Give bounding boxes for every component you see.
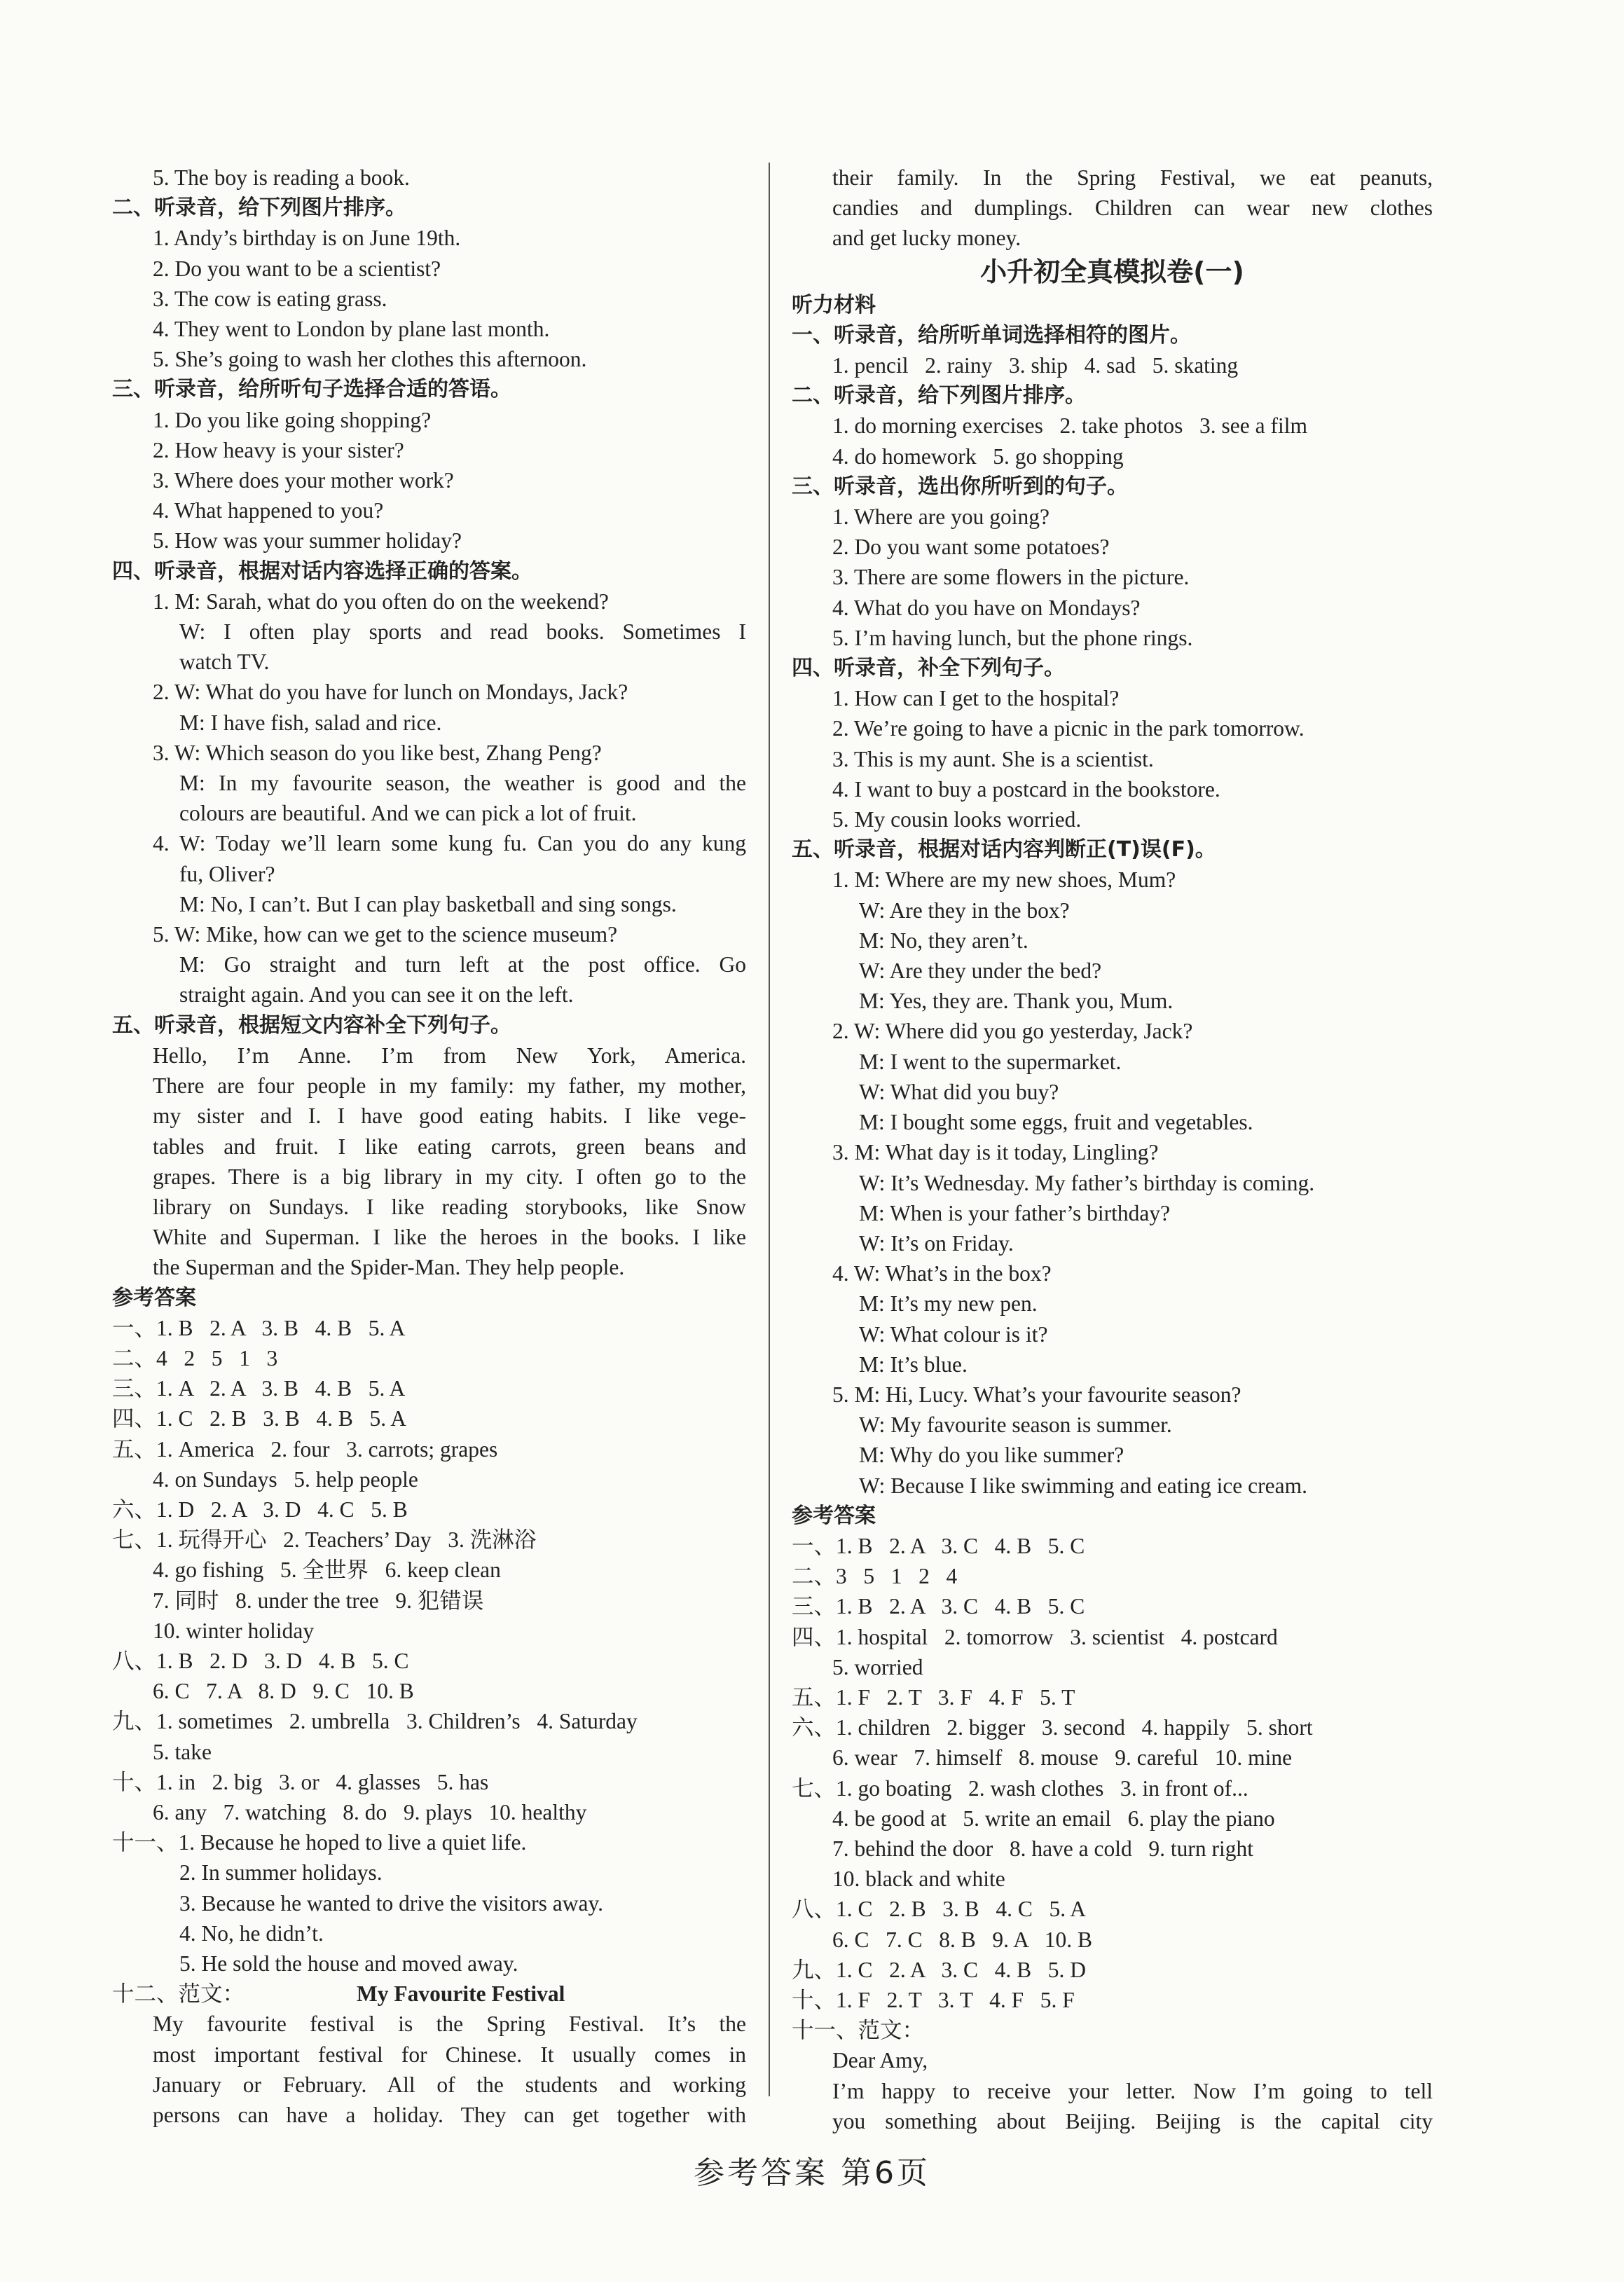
text-line: [112, 1403, 746, 1434]
text-line: [112, 465, 746, 495]
text-line: [112, 1706, 746, 1736]
line-text: M: It’s my new pen.: [859, 1291, 1038, 1317]
line-text: fu, Oliver?: [179, 861, 275, 886]
text-line: [112, 314, 746, 344]
text-line: [792, 1803, 1433, 1834]
line-text: W: It’s Wednesday. My father’s birthday is coming.: [859, 1170, 1315, 1195]
line-text: 三、1. B 2. A 3. C 4. B 5. C: [792, 1594, 1085, 1619]
section-heading: [112, 556, 746, 586]
line-text: 二、3 5 1 2 4: [792, 1564, 958, 1589]
line-text: M: I have fish, salad and rice.: [179, 710, 442, 735]
text-line: [112, 1101, 746, 1131]
line-text: 十、1. in 2. big 3. or 4. glasses 5. has: [112, 1769, 489, 1794]
text-line: [112, 254, 746, 284]
line-text: 4. I want to buy a postcard in the bookstore.: [832, 776, 1220, 802]
line-text: W: Are they under the bed?: [859, 958, 1102, 984]
text-line: [112, 163, 746, 193]
text-line: [792, 1349, 1433, 1380]
line-text: their family. In the Spring Festival, we eat peanuts,: [832, 165, 1433, 190]
line-text: 5. W: Mike, how can we get to the science museum?: [153, 922, 618, 947]
page-footer: 参考答案 第6页: [694, 2155, 930, 2191]
text-line: [112, 1252, 746, 1282]
line-text: White and Superman. I like the heroes in the books. I like: [153, 1225, 746, 1250]
line-text: tables and fruit. I like eating carrots, green beans and: [153, 1134, 746, 1159]
text-line: [112, 1737, 746, 1767]
text-line: [112, 1767, 746, 1797]
line-text: 5. I’m having lunch, but the phone rings.: [832, 625, 1193, 650]
line-text: 二、听录音，给下列图片排序。: [792, 383, 1086, 408]
line-text: 7. behind the door 8. have a cold 9. turn right: [832, 1836, 1253, 1861]
text-line: [112, 677, 746, 707]
text-line: [792, 1107, 1433, 1137]
text-line: [112, 2070, 746, 2100]
line-text: 二、听录音，给下列图片排序。: [112, 195, 406, 221]
line-text: 2. Do you want some potatoes?: [832, 535, 1110, 560]
line-text: 1. pencil 2. rainy 3. ship 4. sad 5. skating: [832, 353, 1239, 378]
line-text: 5. take: [153, 1739, 212, 1764]
text-line: [792, 193, 1433, 223]
line-text: 2. We’re going to have a picnic in the park tomorrow.: [832, 716, 1305, 741]
column-divider: [769, 163, 770, 2096]
line-text: M: When is your father’s birthday?: [859, 1200, 1171, 1225]
line-text: my sister and I. I have good eating habits. I like vege-: [153, 1104, 746, 1129]
right-column: [792, 163, 1433, 2136]
line-text: grapes. There is a big library in my city. I often go to the: [153, 1164, 746, 1189]
line-text: 5. How was your summer holiday?: [153, 528, 462, 554]
essay-title: My Favourite Festival: [357, 1981, 565, 2007]
text-line: [112, 525, 746, 556]
text-line: [792, 1743, 1433, 1773]
line-text: 3. Because he wanted to drive the visitors away.: [179, 1890, 604, 1916]
line-text: persons can have a holiday. They can get together with: [153, 2103, 746, 2127]
line-text: 4. go fishing 5. 全世界 6. keep clean: [153, 1558, 501, 1583]
text-line: [112, 1132, 746, 1162]
line-text: 2. W: Where did you go yesterday, Jack?: [832, 1019, 1193, 1044]
text-line: [112, 2100, 746, 2130]
text-line: [792, 532, 1433, 562]
line-text: M: It’s blue.: [859, 1352, 968, 1377]
text-line: [112, 1434, 746, 1464]
line-text: 小升初全真模拟卷(一): [980, 256, 1244, 287]
line-text: 四、听录音，补全下列句子。: [792, 656, 1065, 681]
line-text: 3. M: What day is it today, Lingling?: [832, 1140, 1159, 1165]
line-text: and get lucky money.: [832, 226, 1021, 251]
line-text: watch TV.: [179, 649, 270, 675]
text-line: [112, 859, 746, 889]
line-text: 3. The cow is eating grass.: [153, 286, 387, 311]
line-text: I’m happy to receive your letter. Now I’m going to tell: [832, 2078, 1433, 2103]
line-text: M: Why do you like summer?: [859, 1443, 1124, 1468]
line-text: 5. She’s going to wash her clothes this afternoon.: [153, 347, 587, 372]
section-heading: [112, 1010, 746, 1040]
text-line: [112, 617, 746, 647]
text-line: [792, 1137, 1433, 1167]
line-text: 五、1. America 2. four 3. carrots; grapes: [112, 1436, 498, 1462]
text-line: [112, 1888, 746, 1918]
text-line: [112, 1373, 746, 1403]
line-text: 5. He sold the house and moved away.: [179, 1951, 518, 1976]
text-line: [112, 1646, 746, 1676]
text-line: [112, 2009, 746, 2039]
line-text: colours are beautiful. And we can pick a lot of fruit.: [179, 801, 637, 826]
text-line: [112, 708, 746, 738]
line-text: 七、1. go boating 2. wash clothes 3. in front of...: [792, 1775, 1248, 1801]
text-line: [792, 1682, 1433, 1712]
line-text: 3. This is my aunt. She is a scientist.: [832, 746, 1154, 771]
text-line: [792, 744, 1433, 774]
text-line: [792, 1319, 1433, 1349]
line-text: W: Because I like swimming and eating ice cream.: [859, 1473, 1307, 1498]
line-text: 八、1. B 2. D 3. D 4. B 5. C: [112, 1648, 409, 1673]
text-line: [792, 1834, 1433, 1864]
text-line: [792, 1440, 1433, 1470]
line-text: W: What colour is it?: [859, 1321, 1048, 1347]
line-text: 4. W: What’s in the box?: [832, 1261, 1052, 1286]
section-heading: [792, 834, 1433, 865]
text-line: [792, 1410, 1433, 1440]
line-text: January or February. All of the students and working: [153, 2072, 746, 2097]
text-line: [112, 949, 746, 980]
line-text: 四、1. hospital 2. tomorrow 3. scientist 4. postcard: [792, 1624, 1278, 1649]
line-text: the Superman and the Spider-Man. They help people.: [153, 1255, 625, 1280]
text-line: [112, 1676, 746, 1706]
text-line: [792, 441, 1433, 472]
text-line: [792, 713, 1433, 743]
text-line: [112, 1343, 746, 1373]
text-line: [792, 804, 1433, 834]
text-line: [112, 1555, 746, 1585]
line-text: 2. How heavy is your sister?: [153, 437, 404, 462]
line-text: 10. black and white: [832, 1867, 1005, 1892]
text-line: [792, 623, 1433, 653]
line-text: 5. The boy is reading a book.: [153, 165, 410, 190]
line-text: There are four people in my family: my father, my mother,: [153, 1073, 746, 1099]
line-text: straight again. And you can see it on the left.: [179, 982, 574, 1008]
section-heading: [792, 290, 1433, 320]
section-heading: [792, 472, 1433, 502]
text-line: [792, 1016, 1433, 1046]
text-line: [792, 986, 1433, 1016]
text-line: [112, 344, 746, 374]
text-line: [792, 1168, 1433, 1198]
text-line: [792, 774, 1433, 804]
text-line: [112, 980, 746, 1010]
text-line: [792, 1531, 1433, 1561]
text-line: [792, 1591, 1433, 1621]
line-text: 十一、范文：: [792, 2018, 925, 2043]
text-line: [792, 1712, 1433, 1743]
line-text: 5. M: Hi, Lucy. What’s your favourite season?: [832, 1382, 1241, 1407]
line-text: 6. C 7. A 8. D 9. C 10. B: [153, 1679, 414, 1704]
line-text: 4. W: Today we’ll learn some kung fu. Can you do any kung: [153, 831, 746, 856]
text-line: [792, 1288, 1433, 1319]
line-text: 5. My cousin looks worried.: [832, 807, 1082, 832]
line-text: 九、1. sometimes 2. umbrella 3. Children’s 4. Saturday: [112, 1709, 638, 1734]
text-line: [112, 405, 746, 435]
line-text: library on Sundays. I like reading storybooks, like Snow: [153, 1194, 746, 1219]
line-text: 七、1. 玩得开心 2. Teachers’ Day 3. 洗淋浴: [112, 1527, 537, 1553]
line-text: 3. Where does your mother work?: [153, 468, 454, 493]
line-text: 1. Andy’s birthday is on June 19th.: [153, 226, 461, 251]
text-line: [112, 1797, 746, 1827]
text-line: [792, 1925, 1433, 1955]
line-text: 1. M: Sarah, what do you often do on the weekend?: [153, 589, 609, 614]
line-text: 4. be good at 5. write an email 6. play the piano: [832, 1806, 1275, 1831]
line-text: 二、4 2 5 1 3: [112, 1345, 278, 1370]
line-text: W: It’s on Friday.: [859, 1230, 1014, 1256]
line-text: you something about Beijing. Beijing is the capital city: [832, 2108, 1433, 2133]
line-text: 五、1. F 2. T 3. F 4. F 5. T: [792, 1684, 1075, 1710]
line-text: 4. What do you have on Mondays?: [832, 595, 1141, 620]
text-line: [792, 562, 1433, 592]
line-text: 十、1. F 2. T 3. T 4. F 5. F: [792, 1987, 1075, 2012]
text-line: [792, 1258, 1433, 1288]
text-line: [792, 956, 1433, 986]
line-text: 4. What happened to you?: [153, 498, 384, 523]
line-text: most important festival for Chinese. It usually comes in: [153, 2042, 746, 2067]
text-line: [792, 1622, 1433, 1652]
line-text: M: Yes, they are. Thank you, Mum.: [859, 989, 1174, 1014]
line-text: 听力材料: [792, 292, 876, 317]
line-text: 1. M: Where are my new shoes, Mum?: [832, 867, 1176, 893]
line-text: W: Are they in the box?: [859, 898, 1070, 923]
text-line: [112, 768, 746, 798]
text-line: [112, 1313, 746, 1343]
line-text: M: In my favourite season, the weather is good and the: [179, 771, 746, 796]
line-text: 2. Do you want to be a scientist?: [153, 256, 441, 281]
line-text: 六、1. children 2. bigger 3. second 4. happily 5. short: [792, 1715, 1313, 1740]
text-line: [112, 435, 746, 465]
line-text: My favourite festival is the Spring Festival. It’s the: [153, 2012, 746, 2037]
line-text: Hello, I’m Anne. I’m from New York, America.: [153, 1043, 746, 1068]
text-line: [112, 1857, 746, 1888]
line-text: 参考答案: [792, 1503, 876, 1528]
text-line: [792, 223, 1433, 253]
text-line: [112, 1222, 746, 1252]
text-line: [112, 889, 746, 919]
text-line: [792, 1561, 1433, 1591]
line-text: 三、听录音，给所听句子选择合适的答语。: [112, 377, 511, 402]
line-text: 10. winter holiday: [153, 1618, 315, 1643]
text-line: [792, 1047, 1433, 1077]
text-line: [792, 1773, 1433, 1803]
line-text: 三、听录音，选出你所听到的句子。: [792, 474, 1128, 499]
line-text: 八、1. C 2. B 3. B 4. C 5. A: [792, 1897, 1087, 1922]
section-heading: [112, 193, 746, 223]
text-line: [112, 1948, 746, 1979]
line-text: 五、听录音，根据对话内容判断正(T)误(F)。: [792, 837, 1216, 862]
line-text: 3. There are some flowers in the picture.: [832, 565, 1190, 590]
text-line: [792, 1985, 1433, 2015]
line-text: 1. Do you like going shopping?: [153, 407, 432, 432]
line-text: 四、听录音，根据对话内容选择正确的答案。: [112, 558, 532, 584]
line-text: 6. C 7. C 8. B 9. A 10. B: [832, 1927, 1093, 1952]
text-line: [792, 2015, 1433, 2045]
line-text: W: What did you buy?: [859, 1079, 1059, 1104]
text-line: [112, 738, 746, 768]
line-text: M: I went to the supermarket.: [859, 1049, 1122, 1074]
line-text: 参考答案: [112, 1285, 196, 1310]
section-heading: [112, 1283, 746, 1313]
text-line: [112, 1162, 746, 1192]
line-text: candies and dumplings. Children can wear new clothes: [832, 195, 1433, 221]
text-line: [792, 502, 1433, 532]
line-text: 一、1. B 2. A 3. B 4. B 5. A: [112, 1315, 406, 1340]
text-line: [112, 1525, 746, 1555]
text-line: [112, 1979, 746, 2009]
text-line: [112, 1616, 746, 1646]
text-line: [112, 1040, 746, 1071]
text-line: [792, 865, 1433, 895]
line-text: W: I often play sports and read books. Sometimes I: [179, 619, 746, 645]
section-heading: [112, 374, 746, 404]
section-heading: [792, 380, 1433, 411]
text-line: [792, 926, 1433, 956]
line-text: 1. Where are you going?: [832, 504, 1050, 530]
line-text: 5. worried: [832, 1654, 923, 1679]
text-line: [792, 895, 1433, 926]
text-line: [792, 1077, 1433, 1107]
line-text: 6. wear 7. himself 8. mouse 9. careful 10. mine: [832, 1745, 1293, 1771]
text-line: [792, 1380, 1433, 1410]
line-text: 1. How can I get to the hospital?: [832, 686, 1120, 711]
line-text: 一、听录音，给所听单词选择相符的图片。: [792, 322, 1191, 348]
text-line: [792, 1955, 1433, 1985]
line-text: 1. do morning exercises 2. take photos 3. see a film: [832, 413, 1307, 439]
text-line: [112, 495, 746, 525]
line-text: M: Go straight and turn left at the post office. Go: [179, 952, 746, 977]
text-line: [792, 2106, 1433, 2136]
text-line: [792, 2076, 1433, 2106]
text-line: [112, 1494, 746, 1525]
line-text: 十一、1. Because he hoped to live a quiet life.: [112, 1830, 527, 1855]
line-text: Dear Amy,: [832, 2048, 928, 2073]
text-line: [792, 1198, 1433, 1228]
line-text: 四、1. C 2. B 3. B 4. B 5. A: [112, 1406, 407, 1431]
line-text: 一、1. B 2. A 3. C 4. B 5. C: [792, 1533, 1085, 1558]
line-text: 6. any 7. watching 8. do 9. plays 10. healthy: [153, 1799, 587, 1824]
text-line: [112, 223, 746, 253]
text-line: [792, 2045, 1433, 2075]
line-text: 4. on Sundays 5. help people: [153, 1466, 418, 1492]
text-line: [112, 586, 746, 617]
text-line: [112, 1586, 746, 1616]
text-line: [792, 1652, 1433, 1682]
text-line: [112, 284, 746, 314]
line-text: 7. 同时 8. under the tree 9. 犯错误: [153, 1588, 484, 1613]
line-text: 4. They went to London by plane last month.: [153, 317, 550, 342]
line-text: M: No, they aren’t.: [859, 928, 1028, 953]
text-line: [792, 1471, 1433, 1501]
text-line: [792, 1894, 1433, 1924]
text-line: [112, 1918, 746, 1948]
line-text: 十二、范文：: [112, 1981, 245, 2007]
line-text: 六、1. D 2. A 3. D 4. C 5. B: [112, 1497, 408, 1522]
text-line: [112, 1192, 746, 1222]
text-line: [112, 919, 746, 949]
text-line: [792, 163, 1433, 193]
line-text: M: No, I can’t. But I can play basketball and sing songs.: [179, 891, 677, 916]
text-line: [792, 593, 1433, 623]
line-text: W: My favourite season is summer.: [859, 1412, 1172, 1438]
text-line: [112, 1827, 746, 1857]
line-text: 2. W: What do you have for lunch on Mondays, Jack?: [153, 680, 628, 705]
line-text: 3. W: Which season do you like best, Zhang Peng?: [153, 740, 602, 765]
text-line: [112, 2040, 746, 2070]
text-line: [112, 1071, 746, 1101]
text-line: [792, 350, 1433, 380]
line-text: M: I bought some eggs, fruit and vegetables.: [859, 1110, 1253, 1135]
exam-title: [792, 254, 1433, 290]
line-text: 三、1. A 2. A 3. B 4. B 5. A: [112, 1376, 406, 1401]
section-heading: [792, 1501, 1433, 1531]
section-heading: [792, 320, 1433, 350]
line-text: 五、听录音，根据短文内容补全下列句子。: [112, 1012, 511, 1038]
left-column: [112, 163, 746, 2130]
text-line: [112, 828, 746, 858]
text-line: [792, 411, 1433, 441]
text-line: [112, 1464, 746, 1494]
text-line: [792, 683, 1433, 713]
line-text: 4. No, he didn’t.: [179, 1920, 324, 1946]
text-line: [112, 798, 746, 828]
line-text: 2. In summer holidays.: [179, 1860, 383, 1885]
line-text: 九、1. C 2. A 3. C 4. B 5. D: [792, 1957, 1087, 1982]
text-line: [792, 1864, 1433, 1894]
text-line: [112, 647, 746, 677]
text-line: [792, 1228, 1433, 1258]
line-text: 4. do homework 5. go shopping: [832, 444, 1124, 469]
section-heading: [792, 653, 1433, 683]
